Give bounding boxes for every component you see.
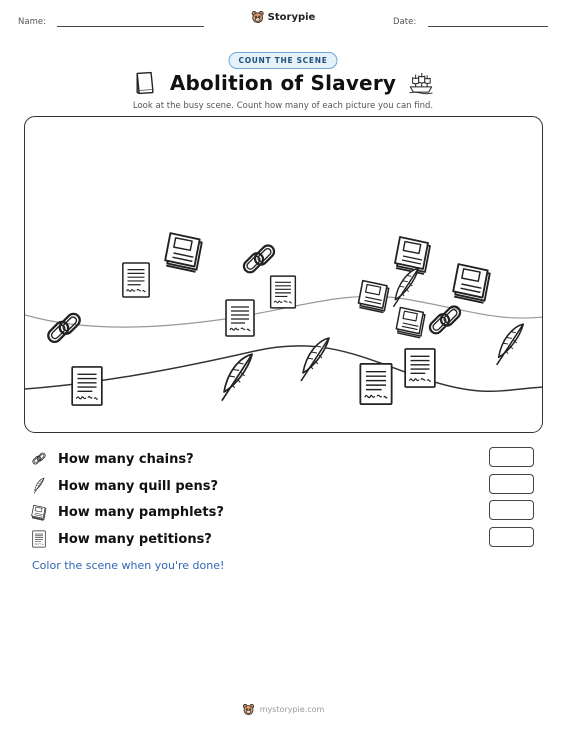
quill-item [295, 335, 335, 385]
petition-item [223, 297, 257, 339]
storypie-bear-icon [251, 10, 265, 24]
quill-item [215, 351, 259, 405]
answer-box-petitions[interactable] [489, 527, 534, 547]
chain-item [41, 306, 87, 352]
question-text: How many chains? [58, 451, 194, 467]
question-quills [30, 473, 536, 500]
brand-logo [251, 10, 316, 24]
ship-icon [408, 70, 434, 96]
quill-item [491, 321, 529, 369]
activity-badge: COUNT THE SCENE [228, 52, 337, 69]
petition-item [268, 273, 298, 311]
footer [0, 703, 566, 716]
storypie-bear-icon [242, 703, 255, 716]
chain-item [423, 299, 467, 343]
color-instruction: Color the scene when you're done! [32, 559, 225, 572]
question-pamphlets [30, 499, 536, 526]
brand-name: Storypie [267, 11, 316, 23]
pamphlet-item [161, 230, 207, 276]
petition-item [357, 360, 395, 408]
busy-scene [24, 116, 543, 433]
pamphlet-icon [30, 504, 48, 522]
date-line[interactable] [428, 26, 548, 27]
petition-item [120, 260, 152, 300]
question-petitions [30, 526, 536, 553]
chain-icon [30, 450, 48, 468]
name-label: Name: [18, 17, 46, 27]
petition-item [69, 363, 105, 409]
name-line[interactable] [57, 26, 204, 27]
footer-url: mystorypie.com [259, 705, 325, 714]
title-row [0, 70, 566, 96]
pamphlet-item [355, 278, 393, 316]
instructions: Look at the busy scene. Count how many of each picture you can find. [132, 101, 434, 111]
book-icon [132, 70, 158, 96]
petition-icon [30, 530, 48, 548]
worksheet-header [18, 10, 548, 32]
question-text: How many pamphlets? [58, 505, 224, 521]
answer-box-quills[interactable] [489, 474, 534, 494]
question-list [30, 446, 536, 553]
question-text: How many petitions? [58, 531, 212, 547]
answer-box-chains[interactable] [489, 447, 534, 467]
quill-icon [30, 477, 48, 495]
date-label: Date: [393, 17, 417, 27]
petition-item [402, 345, 438, 391]
question-text: How many quill pens? [58, 478, 219, 494]
page-title: Abolition of Slavery [169, 71, 397, 95]
question-chains [30, 446, 536, 473]
answer-box-pamphlets[interactable] [489, 500, 534, 520]
